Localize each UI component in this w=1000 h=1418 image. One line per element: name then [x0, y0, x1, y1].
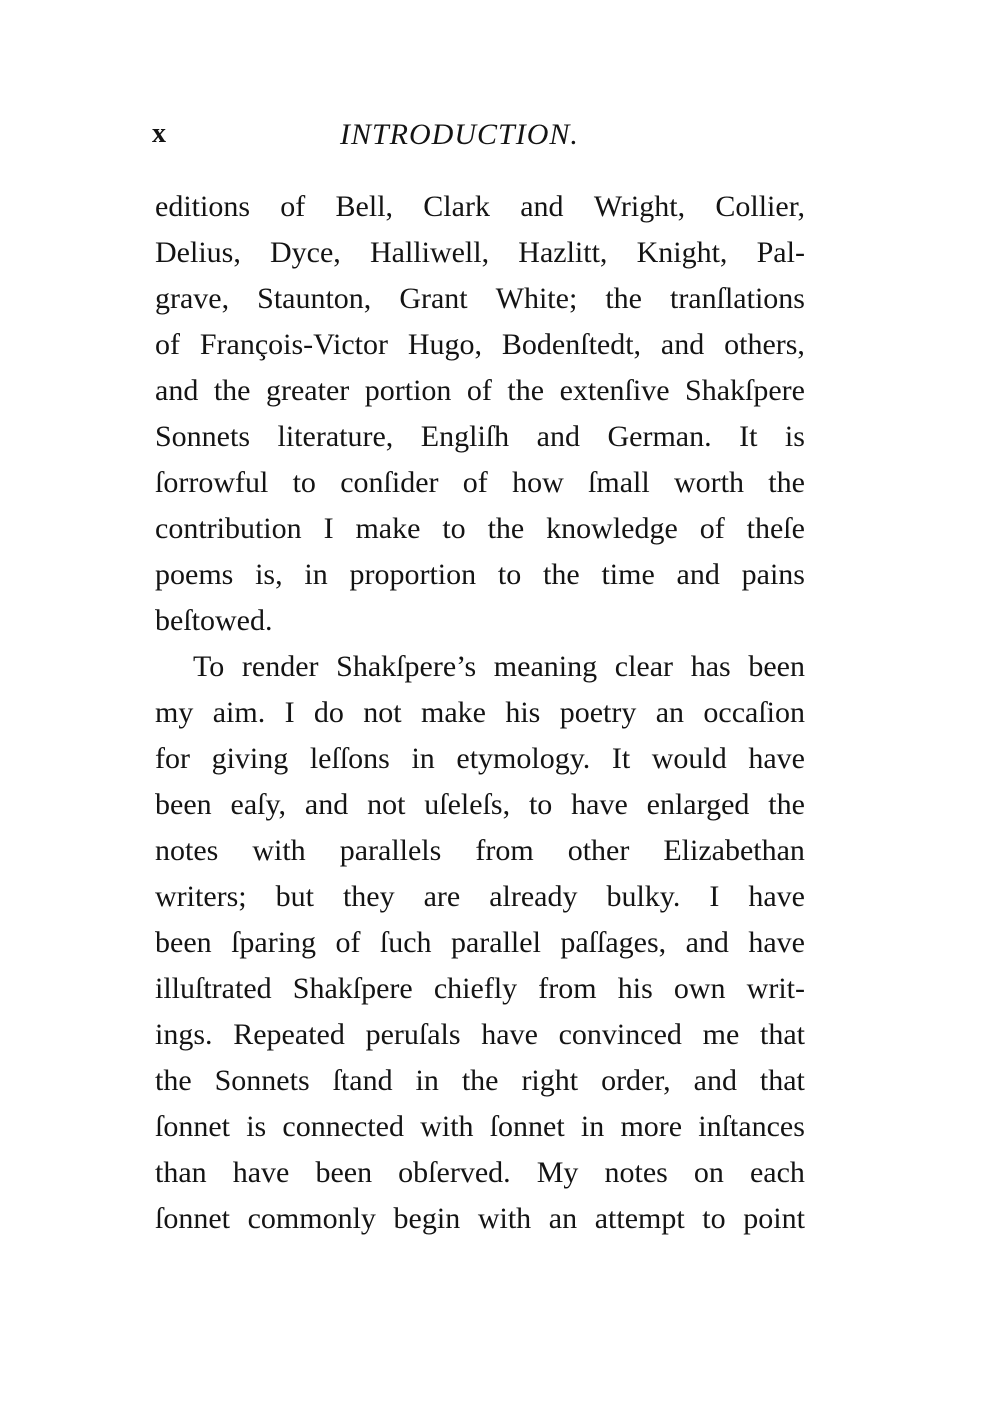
text-line: contribution I make to the knowledge of theſe — [155, 512, 805, 545]
text-line: beſtowed. — [155, 604, 273, 637]
text-line: for giving leſſons in etymology. It would have — [155, 742, 805, 775]
text-line: my aim. I do not make his poetry an occaſion — [155, 696, 805, 729]
body-text — [155, 184, 805, 1242]
text-line: been eaſy, and not uſeleſs, to have enlarged the — [155, 788, 805, 821]
text-line: grave, Staunton, Grant White; the tranſlations — [155, 282, 805, 315]
paragraph — [155, 184, 805, 644]
text-line: illuſtrated Shakſpere chiefly from his own writ- — [155, 972, 805, 1005]
text-line: ings. Repeated peruſals have convinced me that — [155, 1018, 805, 1051]
text-line: To render Shakſpere’s meaning clear has been — [193, 650, 805, 683]
text-line: Delius, Dyce, Halliwell, Hazlitt, Knight, Pal- — [155, 236, 805, 269]
paragraph — [155, 644, 805, 1242]
text-line: than have been obſerved. My notes on each — [155, 1156, 805, 1189]
text-line: ſorrowful to conſider of how ſmall worth the — [155, 466, 805, 499]
running-head — [152, 118, 804, 158]
text-line: the Sonnets ſtand in the right order, and that — [155, 1064, 805, 1097]
text-line: poems is, in proportion to the time and pains — [155, 558, 805, 591]
text-line: Sonnets literature, Engliſh and German. It is — [155, 420, 805, 453]
running-title: INTRODUCTION. — [340, 118, 579, 151]
text-line: ſonnet is connected with ſonnet in more inſtances — [155, 1110, 805, 1143]
text-line: and the greater portion of the extenſive Shakſpere — [155, 374, 805, 407]
text-line: been ſparing of ſuch parallel paſſages, and have — [155, 926, 805, 959]
text-line: editions of Bell, Clark and Wright, Collier, — [155, 190, 805, 223]
text-line: ſonnet commonly begin with an attempt to point — [155, 1202, 805, 1235]
text-line: of François-Victor Hugo, Bodenſtedt, and others, — [155, 328, 805, 361]
text-line: notes with parallels from other Elizabethan — [155, 834, 805, 867]
page-number: x — [152, 118, 166, 149]
text-line: writers; but they are already bulky. I have — [155, 880, 805, 913]
